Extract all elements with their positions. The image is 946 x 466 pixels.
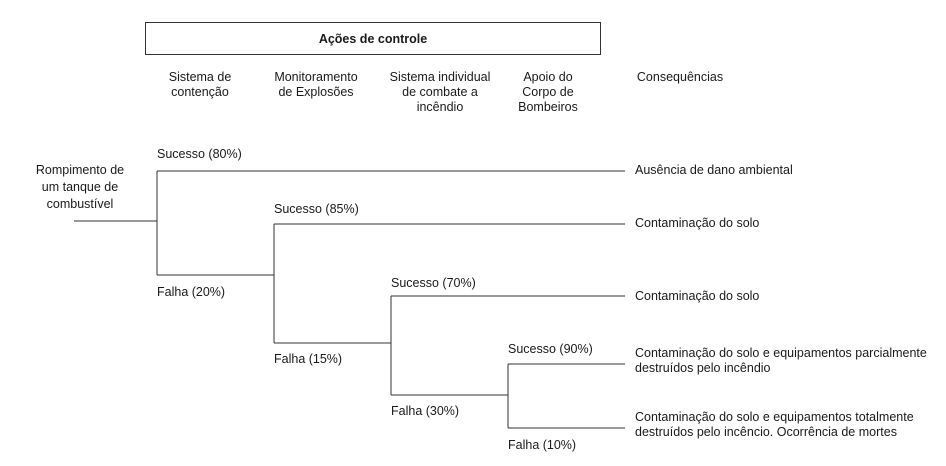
column-header-containment: Sistema de contenção — [168, 70, 232, 99]
branch-2-success-label: Sucesso (85%) — [274, 202, 359, 216]
branch-3-failure-label: Falha (30%) — [391, 404, 460, 418]
branch-3-success-label: Sucesso (70%) — [391, 276, 476, 290]
consequence-5: Contaminação do solo e equipamentos totalmente destruídos pelo incêncio. Ocorrência de mortes — [635, 410, 914, 439]
consequence-3: Contaminação do solo — [635, 289, 760, 303]
branch-1-failure-label: Falha (20%) — [157, 285, 226, 299]
column-header-fire-brigade: Apoio do Corpo de Bombeiros — [518, 70, 578, 114]
column-header-explosion-monitoring: Monitoramento de Explosões — [274, 70, 358, 99]
branch-4-success-label: Sucesso (90%) — [508, 342, 593, 356]
control-actions-title-text: Ações de controle — [318, 31, 428, 46]
branch-2-failure-label: Falha (15%) — [274, 352, 343, 366]
column-header-fire-fighting: Sistema individual de combate a incêndio — [389, 70, 491, 114]
consequence-1: Ausência de dano ambiental — [635, 163, 793, 177]
consequence-4: Contaminação do solo e equipamentos parcialmente destruídos pelo incêndio — [635, 346, 927, 375]
branch-1-success-label: Sucesso (80%) — [157, 147, 242, 161]
branch-4-failure-label: Falha (10%) — [508, 438, 577, 452]
column-header-consequences: Consequências — [636, 70, 724, 84]
initiating-event-label: Rompimento de um tanque de combustível — [35, 163, 125, 211]
consequence-2: Contaminação do solo — [635, 216, 760, 230]
